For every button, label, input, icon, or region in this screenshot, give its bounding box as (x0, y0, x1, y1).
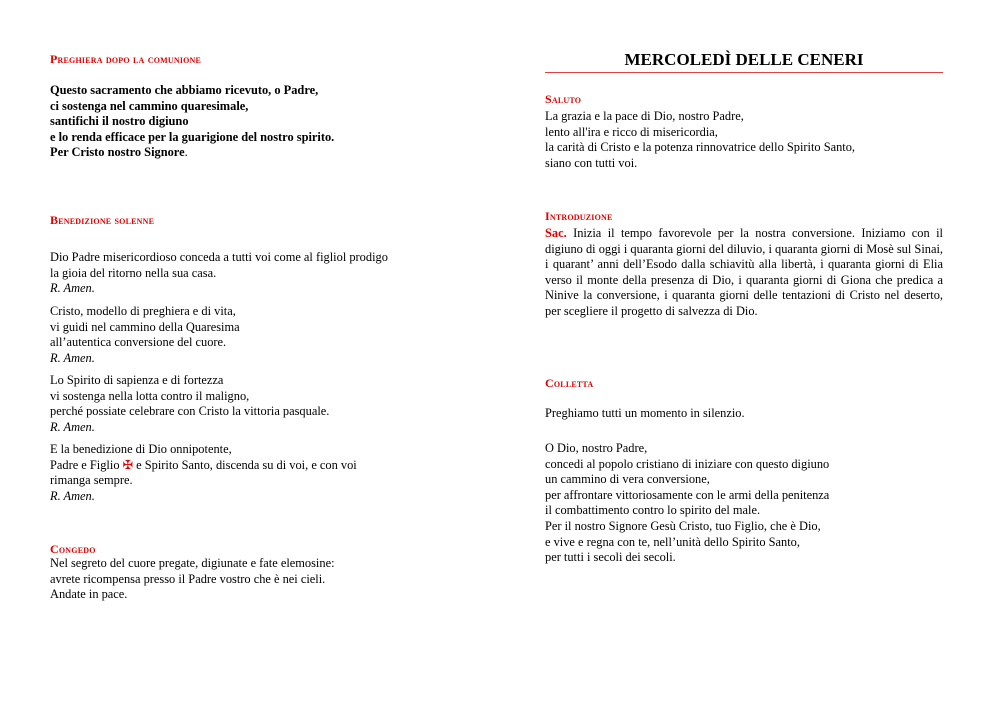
saluto-text (545, 109, 855, 171)
colletta-invito: Preghiamo tutti un momento in silenzio. (545, 406, 745, 420)
benedizione-line: perché possiate celebrare con Cristo la vittoria pasquale. (50, 404, 330, 419)
speaker-label: Sac. (545, 226, 567, 240)
response-amen: R. Amen. (50, 419, 95, 434)
colletta-text (545, 441, 829, 566)
preghiera-line: santifichi il nostro digiuno (50, 114, 189, 129)
saluto-line: la carità di Cristo e la potenza rinnovatrice dello Spirito Santo, (545, 140, 856, 155)
preghiera-line: e lo renda efficace per la guarigione del nostro spirito. (50, 129, 335, 144)
benedizione-block-1 (50, 250, 388, 297)
response-amen: R. Amen. (50, 350, 95, 365)
colletta-heading: Colletta (545, 376, 594, 390)
colletta-line: per tutti i secoli dei secoli. (545, 550, 676, 565)
preghiera-text (50, 83, 334, 161)
preghiera-line: ci sostenga nel cammino quaresimale, (50, 98, 249, 113)
benedizione-line: Lo Spirito di sapienza e di fortezza (50, 373, 224, 387)
preghiera-heading: Preghiera dopo la comunione (50, 52, 202, 66)
benedizione-heading: Benedizione solenne (50, 213, 155, 227)
benedizione-block-2 (50, 304, 240, 366)
colletta-line: per affrontare vittoriosamente con le armi della penitenza (545, 487, 830, 502)
title-divider (545, 72, 943, 73)
saluto-line: La grazia e la pace di Dio, nostro Padre, (545, 109, 744, 123)
benedizione-line: Cristo, modello di preghiera e di vita, (50, 304, 236, 318)
congedo-line: Andate in pace. (50, 587, 128, 602)
response-amen: R. Amen. (50, 488, 95, 503)
colletta-line: Per il nostro Signore Gesù Cristo, tuo Figlio, che è Dio, (545, 518, 821, 533)
response-amen: R. Amen. (50, 281, 95, 296)
congedo-line: avrete ricompensa presso il Padre vostro che è nei cieli. (50, 571, 326, 586)
congedo-line: Nel segreto del cuore pregate, digiunate e fate elemosine: (50, 556, 335, 570)
page-title: MERCOLEDÌ DELLE CENERI (624, 50, 864, 69)
benedizione-line: E la benedizione di Dio onnipotente, (50, 442, 232, 456)
benedizione-line: Padre e Figlio (50, 457, 120, 472)
cross-icon: ✠ (122, 457, 134, 472)
preghiera-line: Per Cristo nostro Signore (50, 145, 185, 160)
introduzione-text (545, 226, 943, 320)
benedizione-line: rimanga sempre. (50, 473, 133, 488)
colletta-line: concedi al popolo cristiano di iniziare con questo digiuno (545, 456, 830, 471)
saluto-heading: Saluto (545, 92, 582, 106)
benedizione-line: Dio Padre misericordioso conceda a tutti voi come al figliol prodigo (50, 250, 388, 264)
colletta-line: O Dio, nostro Padre, (545, 441, 648, 455)
benedizione-line: vi sostenga nella lotta contro il maligno, (50, 388, 250, 403)
saluto-line: siano con tutti voi. (545, 155, 638, 170)
introduzione-body: Inizia il tempo favorevole per la nostra conversione. Iniziamo con il digiuno di oggi i quaranta giorni del diluvio, i quaranta giorni di Mosè sul Sinai, i quarant’ anni dell’Esodo dalla schiavitù alla libertà, i quaranta giorni di Elia verso il monte della presenza di Dio, i quaranta giorni di Giona che predica a Ninive la conversione, i quaranta giorni delle tentazioni di Cristo nel deserto, per scegliere il progetto di salvezza di Dio. (545, 226, 943, 318)
benedizione-line: e Spirito Santo, discenda su di voi, e con voi (136, 457, 357, 472)
benedizione-line: la gioia del ritorno nella sua casa. (50, 265, 217, 280)
benedizione-line: vi guidi nel cammino della Quaresima (50, 319, 240, 334)
congedo-heading: Congedo (50, 542, 96, 556)
colletta-line: un cammino di vera conversione, (545, 472, 710, 487)
preghiera-line: Questo sacramento che abbiamo ricevuto, o Padre, (50, 83, 319, 97)
preghiera-end: . (184, 145, 188, 160)
saluto-line: lento all'ira e ricco di misericordia, (545, 124, 718, 139)
congedo-text (50, 556, 335, 603)
introduzione-heading: Introduzione (545, 209, 613, 223)
colletta-line: e vive e regna con te, nell’unità dello Spirito Santo, (545, 534, 800, 549)
benedizione-line: all’autentica conversione del cuore. (50, 335, 227, 350)
benedizione-block-4 (50, 442, 357, 504)
colletta-line: il combattimento contro lo spirito del male. (545, 503, 761, 518)
benedizione-block-3 (50, 373, 329, 435)
